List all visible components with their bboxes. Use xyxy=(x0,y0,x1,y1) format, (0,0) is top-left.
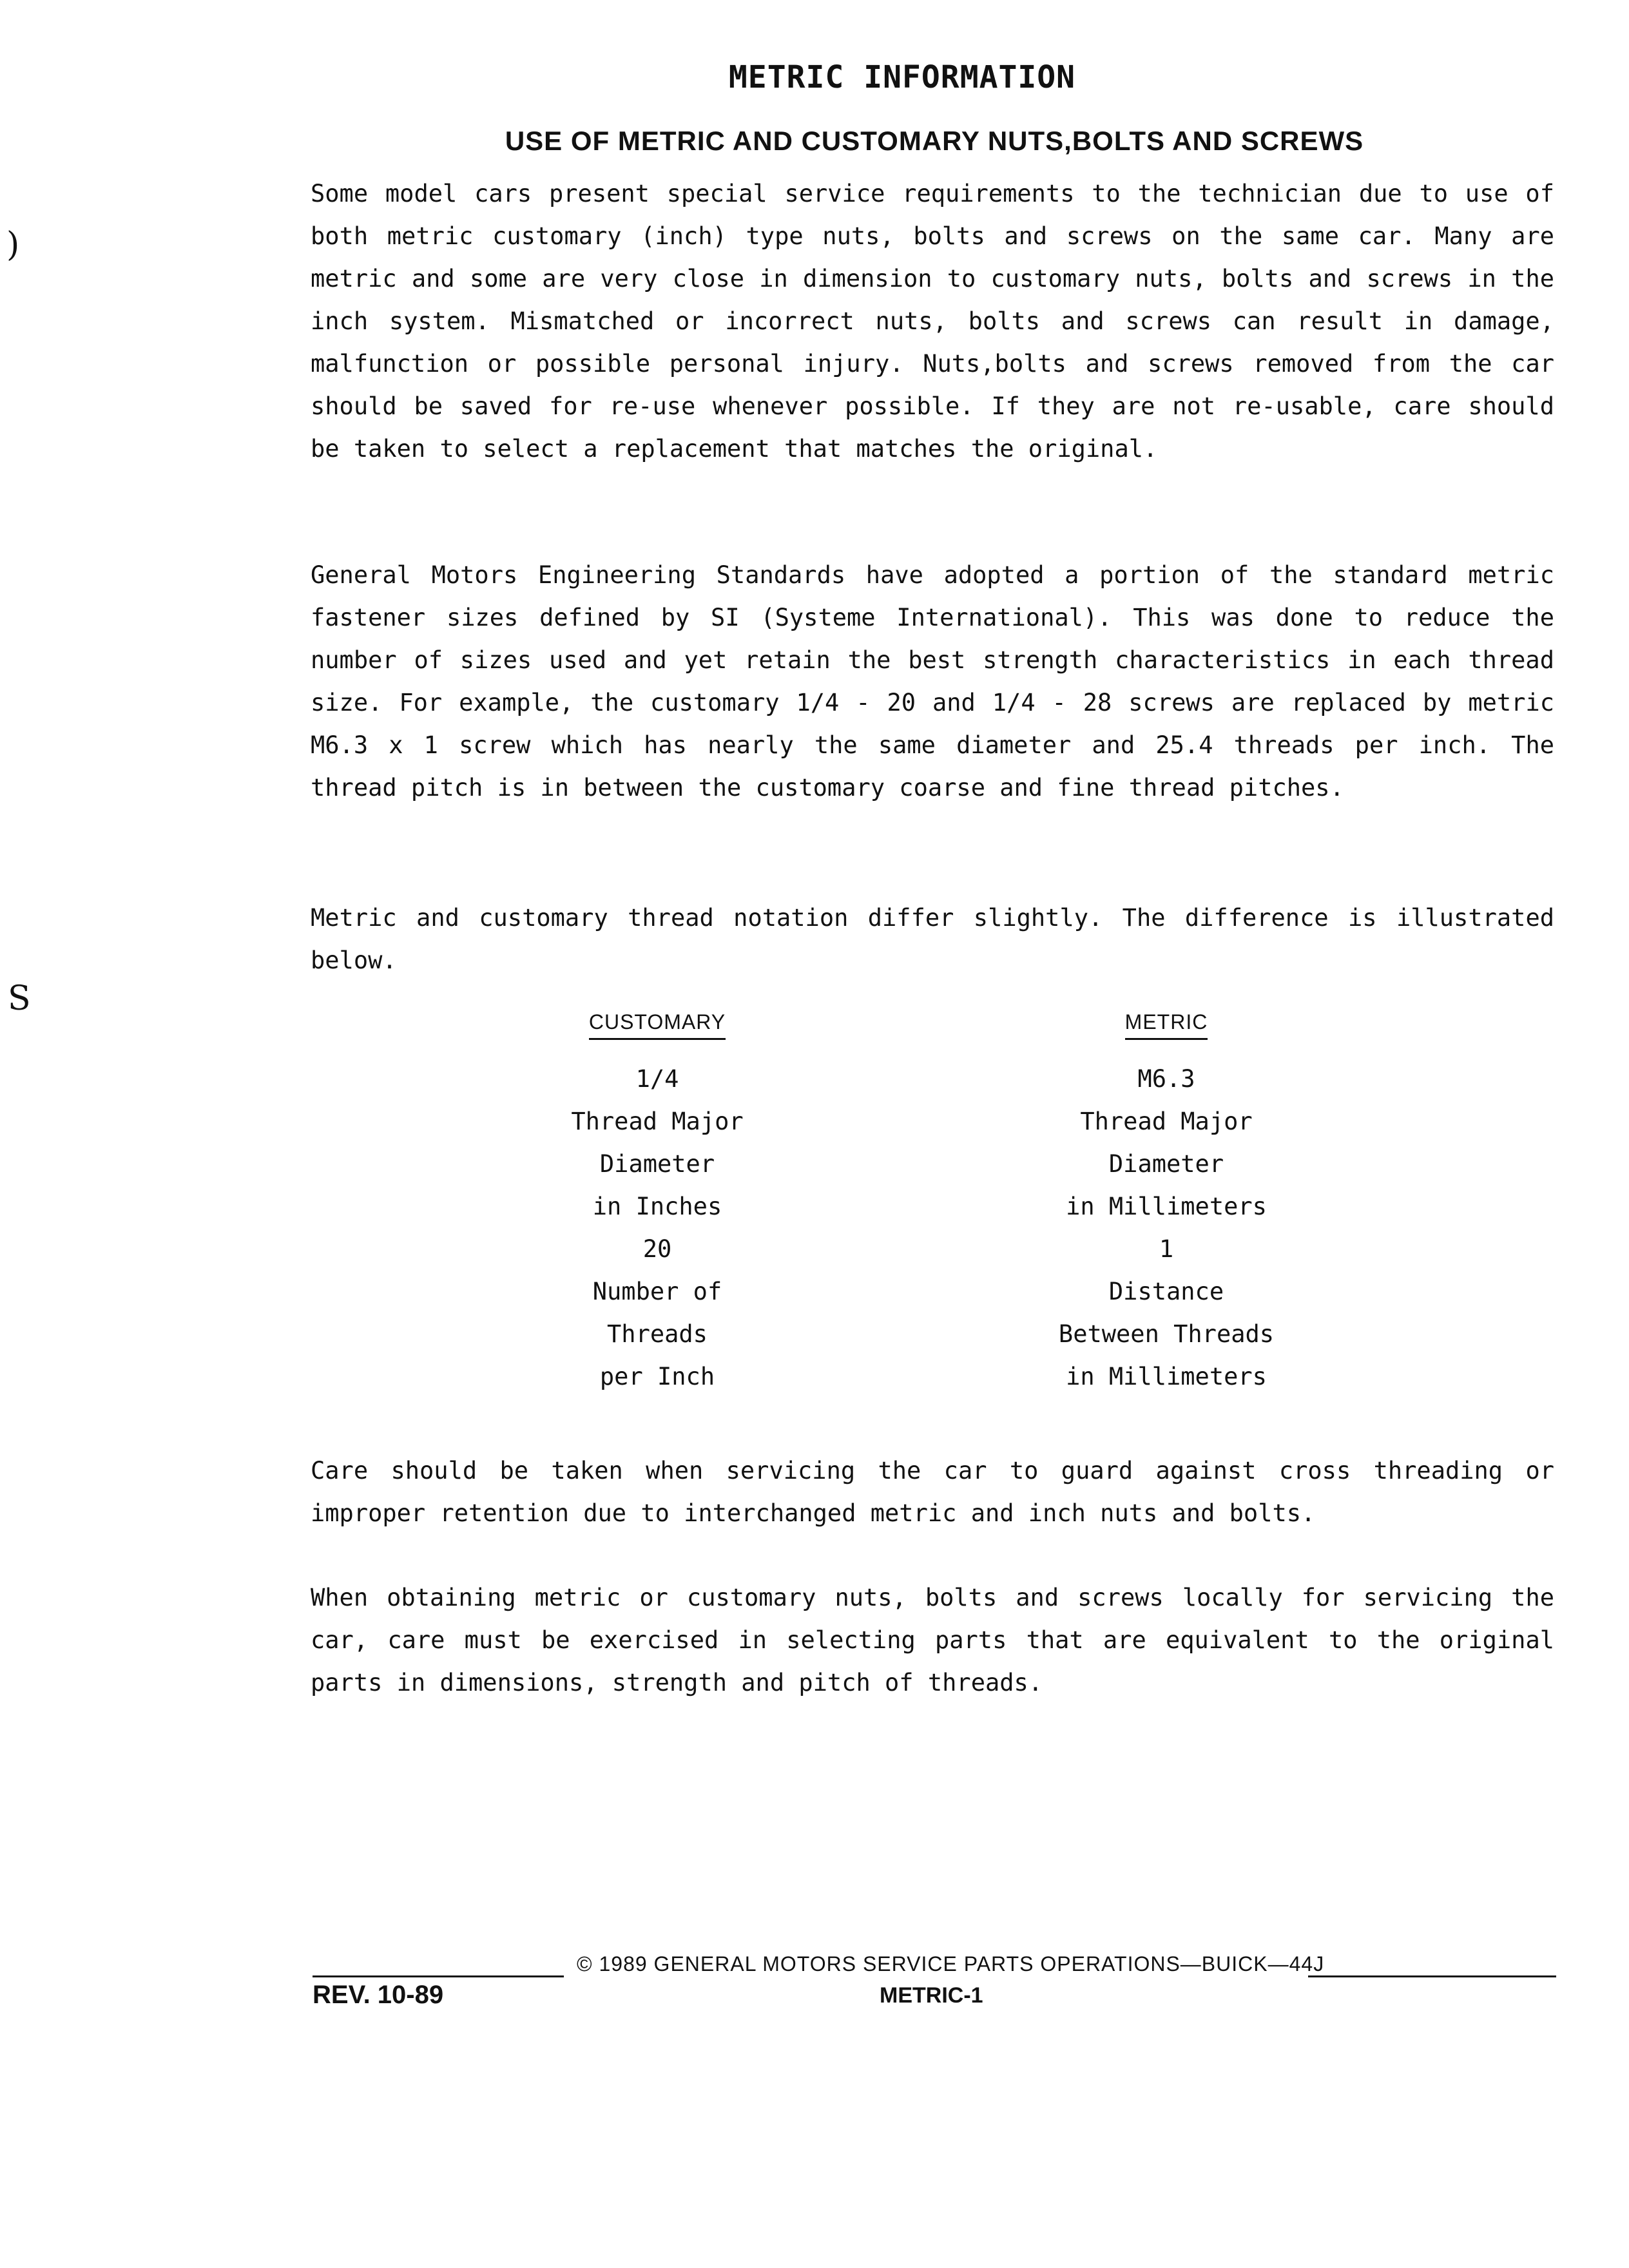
metric-line: 1 xyxy=(1159,1235,1174,1263)
footer-rule-right xyxy=(1308,1975,1556,1977)
paragraph-obtaining-parts: When obtaining metric or customary nuts, bolts and screws locally for servicing the car, care must be exercised in selecting parts that are equivalent to the original parts in dimensions, strength and pitch of threads. xyxy=(311,1584,1554,1696)
metric-line: in Millimeters xyxy=(1066,1363,1267,1390)
customary-notation-column xyxy=(496,1007,818,1398)
customary-line: per Inch xyxy=(599,1363,715,1390)
metric-line: Diameter xyxy=(1108,1150,1224,1178)
customary-lines xyxy=(496,1058,818,1398)
page-subtitle: USE OF METRIC AND CUSTOMARY NUTS,BOLTS AND SCREWS xyxy=(505,126,1364,156)
customary-line: 1/4 xyxy=(635,1065,679,1093)
metric-line: M6.3 xyxy=(1137,1065,1195,1093)
metric-heading: METRIC xyxy=(1125,1010,1208,1040)
paragraph-standards: General Motors Engineering Standards have adopted a portion of the standard metric fastener sizes defined by SI (Systeme International). This was done to reduce the number of sizes used and yet retain the best strength characteristics in each thread size. For example, the customary 1/4 - 20 and 1/4 - 28 screws are replaced by metric M6.3 x 1 screw which has nearly the same diameter and 25.4 threads per inch. The thread pitch is in between the customary coarse and fine thread pitches. xyxy=(311,561,1554,802)
metric-line: Thread Major xyxy=(1080,1108,1253,1135)
customary-heading: CUSTOMARY xyxy=(589,1010,726,1040)
metric-notation-column xyxy=(1005,1007,1327,1398)
customary-line: in Inches xyxy=(592,1193,722,1220)
customary-line: 20 xyxy=(642,1235,672,1263)
footer-copyright: © 1989 GENERAL MOTORS SERVICE PARTS OPERATIONS—BUICK—44J xyxy=(577,1952,1325,1975)
paragraph-cross-threading: Care should be taken when servicing the car to guard against cross threading or improper retention due to interchanged metric and inch nuts and bolts. xyxy=(311,1457,1554,1527)
page-title: METRIC INFORMATION xyxy=(728,59,1076,95)
margin-mark-paren: ) xyxy=(6,226,20,264)
customary-line: Thread Major xyxy=(571,1108,744,1135)
metric-line: in Millimeters xyxy=(1066,1193,1267,1220)
footer-revision: REV. 10-89 xyxy=(313,1981,444,2009)
metric-line: Between Threads xyxy=(1058,1320,1275,1348)
customary-line: Diameter xyxy=(599,1150,715,1178)
paragraph-notation: Metric and customary thread notation differ slightly. The difference is illustrated below. xyxy=(311,904,1554,974)
margin-mark-s: S xyxy=(8,979,31,1018)
customary-line: Threads xyxy=(607,1320,708,1348)
paragraph-intro: Some model cars present special service requirements to the technician due to use of both metric customary (inch) type nuts, bolts and screws on the same car. Many are metric and some are very close in dimension to customary nuts, bolts and screws in the inch system. Mismatched or incorrect nuts, bolts and screws can result in damage, malfunction or possible personal injury. Nuts,bolts and screws removed from the car should be saved for re-use whenever possible. If they are not re-usable, care should be taken to select a replacement that matches the original. xyxy=(311,180,1554,463)
metric-line: Distance xyxy=(1108,1278,1224,1305)
footer-page-id: METRIC-1 xyxy=(880,1983,983,2008)
metric-lines xyxy=(1005,1058,1327,1398)
footer-rule-left xyxy=(313,1975,564,1977)
customary-line: Number of xyxy=(592,1278,722,1305)
